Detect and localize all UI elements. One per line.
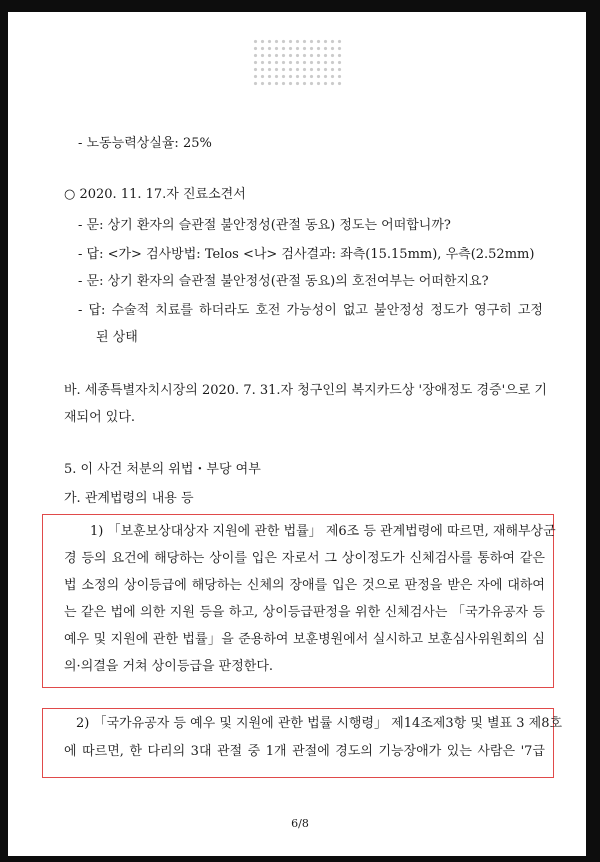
heading-section-5: 5. 이 사건 처분의 위법・부당 여부 xyxy=(64,462,261,477)
scan-border-left xyxy=(0,0,8,862)
para1-line-4: 는 같은 법에 의한 지원 등을 하고, 상이등급판정을 위한 신체검사는 「국가유공자 등 xyxy=(64,605,545,620)
scan-border-right xyxy=(586,0,600,862)
line-answer-1: - 답: <가> 검사방법: Telos <나> 검사결과: 좌측(15.15mm), 우측(2.52mm) xyxy=(78,247,535,262)
line-section-ba-cont: 재되어 있다. xyxy=(64,410,136,425)
para1-line-2: 경 등의 요건에 해당하는 상이를 입은 자로서 그 상이정도가 신체검사를 통하여 같은 xyxy=(64,551,545,566)
scan-border-bottom xyxy=(0,856,600,862)
para1-line-3: 법 소정의 상이등급에 해당하는 신체의 장애를 입은 것으로 판정을 받은 자에 대하여 xyxy=(64,578,545,593)
line-labor-loss-rate: - 노동능력상실율: 25% xyxy=(78,136,212,151)
heading-section-ga: 가. 관계법령의 내용 등 xyxy=(64,491,194,506)
para1-line-1: 1) 「보훈보상대상자 지원에 관한 법률」 제6조 등 관계법령에 따르면, 재해부상군 xyxy=(90,524,556,539)
line-question-2: - 문: 상기 환자의 슬관절 불안정성(관절 동요)의 호전여부는 어떠한지요? xyxy=(78,274,489,289)
line-answer-2-cont: 된 상태 xyxy=(96,330,138,345)
line-medical-opinion-heading: ○ 2020. 11. 17.자 진료소견서 xyxy=(64,187,246,202)
scan-border-top xyxy=(0,0,600,12)
para2-line-1: 2) 「국가유공자 등 예우 및 지원에 관한 법률 시행령」 제14조제3항 및 별표 3 제8호 xyxy=(76,716,563,731)
para1-line-6: 의·의결을 거쳐 상이등급을 판정한다. xyxy=(64,659,274,674)
line-question-1: - 문: 상기 환자의 슬관절 불안정성(관절 동요) 정도는 어떠합니까? xyxy=(78,218,451,233)
page-number: 6/8 xyxy=(291,817,309,830)
para1-line-5: 예우 및 지원에 관한 법률」을 준용하여 보훈병원에서 실시하고 보훈심사위원회의 심 xyxy=(64,632,545,647)
line-section-ba: 바. 세종특별자치시장의 2020. 7. 31.자 청구인의 복지카드상 '장애정도 경증'으로 기 xyxy=(64,383,547,398)
faded-stamp-seal xyxy=(252,38,344,88)
line-answer-2: - 답: 수술적 치료를 하더라도 호전 가능성이 없고 불안정성 정도가 영구히 고정 xyxy=(78,303,543,318)
para2-line-2: 에 따르면, 한 다리의 3대 관절 중 1개 관절에 경도의 기능장애가 있는 사람은 '7급 xyxy=(64,744,545,759)
